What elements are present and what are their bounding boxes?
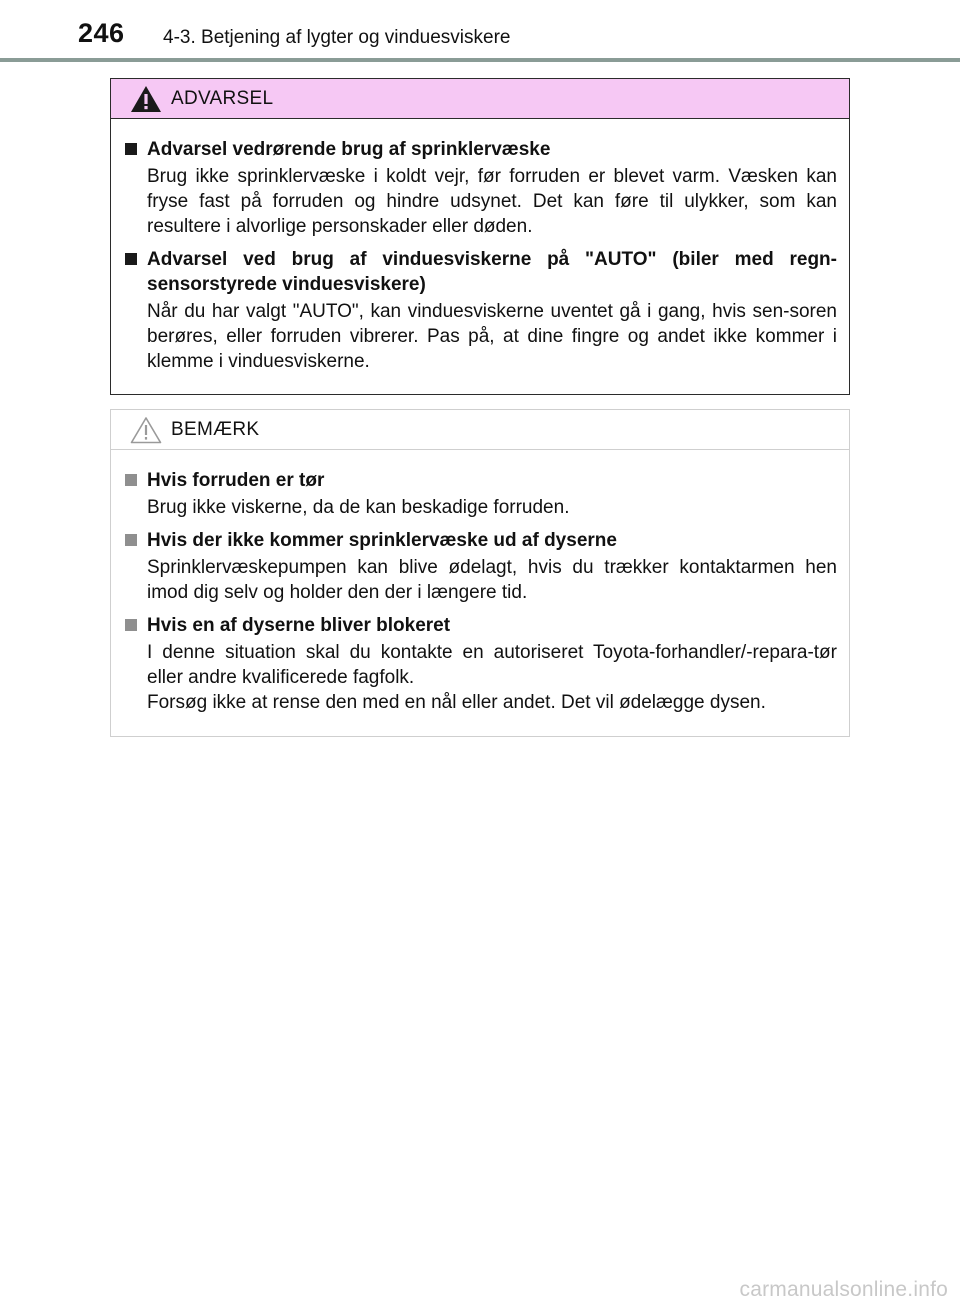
notice-box-header xyxy=(111,410,849,450)
square-bullet-icon xyxy=(125,143,137,155)
warning-item-title xyxy=(121,137,837,162)
section-title: 4-3. Betjening af lygter og vinduesviskere xyxy=(163,27,511,48)
caution-outline-triangle-icon xyxy=(130,416,162,444)
notice-item-text: Sprinklervæskepumpen kan blive ødelagt, hvis du trækker kontaktarmen hen imod dig selv og holder den der i længere tid. xyxy=(147,557,837,603)
notice-item-text: Forsøg ikke at rense den med en nål eller andet. Det vil ødelægge dysen. xyxy=(147,692,766,713)
page-number: 246 xyxy=(78,18,125,48)
notice-box xyxy=(110,409,850,737)
notice-item xyxy=(121,528,837,605)
warning-box-label: ADVARSEL xyxy=(171,88,274,109)
warning-item xyxy=(121,137,837,239)
notice-item-title xyxy=(121,528,837,553)
square-bullet-icon xyxy=(125,474,137,486)
warning-box xyxy=(110,78,850,395)
warning-item-title-text: Advarsel ved brug af vinduesviskerne på "AUTO" (biler med regn-sensorstyrede vinduesviskere) xyxy=(147,249,837,295)
watermark: carmanualsonline.info xyxy=(739,1278,948,1301)
notice-box-label: BEMÆRK xyxy=(171,419,260,440)
notice-item-title-text: Hvis en af dyserne bliver blokeret xyxy=(147,615,451,636)
warning-box-header xyxy=(111,79,849,119)
square-bullet-icon xyxy=(125,253,137,265)
warning-item-title xyxy=(121,247,837,297)
notice-item-text: I denne situation skal du kontakte en autoriseret Toyota-forhandler/-repara-tør eller andre kvalificerede fagfolk. xyxy=(147,642,837,688)
warning-box-body xyxy=(111,119,849,374)
notice-item xyxy=(121,468,837,520)
warning-item-title-text: Advarsel vedrørende brug af sprinklervæske xyxy=(147,139,551,160)
notice-item-title xyxy=(121,613,837,638)
page-header xyxy=(0,0,960,62)
warning-item-text: Når du har valgt "AUTO", kan vinduesviskerne uventet gå i gang, hvis sen-soren berøres, eller forruden vibrerer. Pas på, at dine fingre og andet ikke kommer i klemme i vinduesviskerne. xyxy=(147,301,837,372)
header-rule xyxy=(0,58,960,62)
notice-item-text: Brug ikke viskerne, da de kan beskadige forruden. xyxy=(147,497,570,518)
notice-item-title xyxy=(121,468,837,493)
warning-item xyxy=(121,247,837,374)
square-bullet-icon xyxy=(125,619,137,631)
notice-item-title-text: Hvis der ikke kommer sprinklervæske ud af dyserne xyxy=(147,530,617,551)
notice-box-body xyxy=(111,450,849,715)
notice-item xyxy=(121,613,837,715)
warning-item-text: Brug ikke sprinklervæske i koldt vejr, før forruden er blevet varm. Væsken kan fryse fast på forruden og hindre udsynet. Det kan føre til ulykker, som kan resultere i alvorlige personskader eller døden. xyxy=(147,166,837,237)
square-bullet-icon xyxy=(125,534,137,546)
notice-item-title-text: Hvis forruden er tør xyxy=(147,470,325,491)
warning-triangle-icon xyxy=(130,85,162,113)
